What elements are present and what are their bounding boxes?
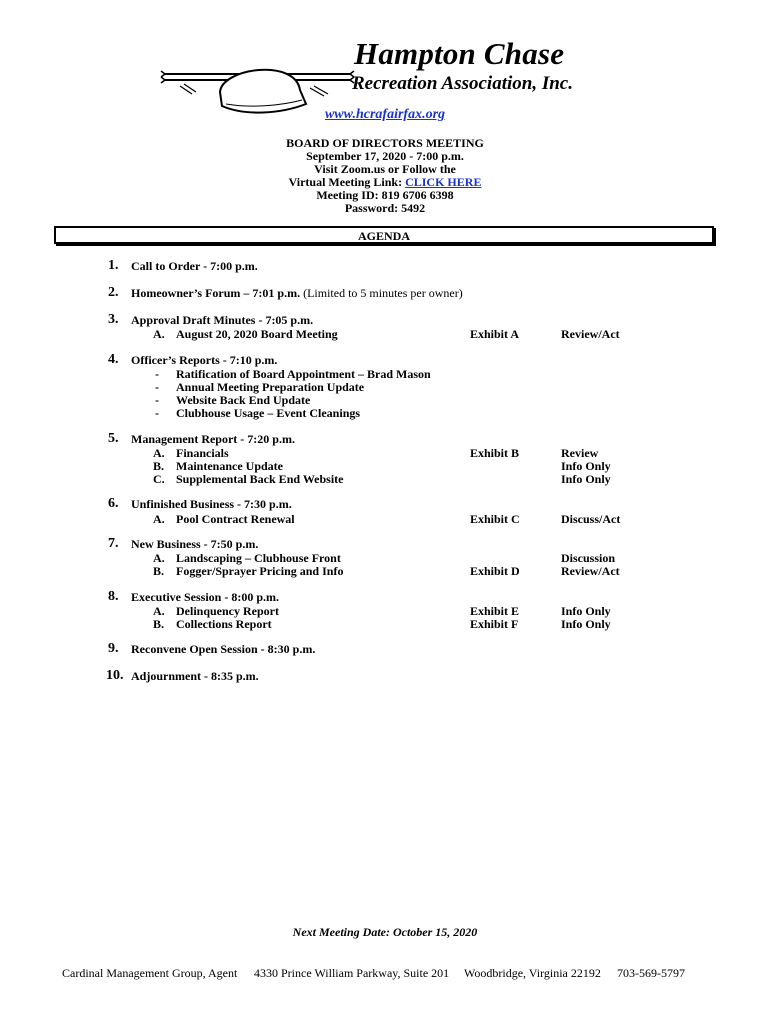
exhibit-label: Exhibit E [470, 604, 520, 618]
item-title: Adjournment - 8:35 p.m. [131, 669, 259, 683]
item-number: 10. [106, 668, 124, 683]
action-label: Info Only [561, 459, 611, 473]
item-number: 2. [108, 285, 119, 300]
item-title: Reconvene Open Session - 8:30 p.m. [131, 642, 316, 656]
footer-agent: Cardinal Management Group, Agent [62, 966, 238, 980]
sub-item: Financials [176, 446, 229, 460]
sub-item: Delinquency Report [176, 604, 279, 618]
exhibit-label: Exhibit C [470, 512, 520, 526]
action-label: Review/Act [561, 327, 620, 341]
item-number: 8. [108, 589, 119, 604]
agenda-header [54, 226, 714, 244]
action-label: Discuss/Act [561, 512, 621, 526]
sub-letter: A. [153, 327, 165, 341]
sub-letter: A. [153, 446, 165, 460]
item-number: 6. [108, 496, 119, 511]
item-number: 4. [108, 352, 119, 367]
sub-item: Ratification of Board Appointment – Brad Mason [176, 367, 431, 381]
meeting-title: BOARD OF DIRECTORS MEETING [286, 136, 484, 150]
action-label: Info Only [561, 472, 611, 486]
action-label: Review/Act [561, 564, 620, 578]
sub-letter: C. [153, 472, 165, 486]
action-label: Info Only [561, 604, 611, 618]
meeting-link-prefix: Virtual Meeting Link: [288, 175, 406, 189]
item-row [131, 287, 463, 300]
action-label: Review [561, 446, 599, 460]
item-note: (Limited to 5 minutes per owner) [300, 286, 463, 300]
sub-letter: A. [153, 604, 165, 618]
item-title: New Business - 7:50 p.m. [131, 537, 259, 551]
exhibit-label: Exhibit B [470, 446, 520, 460]
action-label: Info Only [561, 617, 611, 631]
sub-item: Annual Meeting Preparation Update [176, 380, 365, 394]
exhibit-label: Exhibit D [470, 564, 520, 578]
sub-letter: A. [153, 512, 165, 526]
item-number: 3. [108, 312, 119, 327]
meeting-password: Password: 5492 [344, 201, 426, 215]
sub-item: Landscaping – Clubhouse Front [176, 551, 341, 565]
sub-item: Maintenance Update [176, 459, 283, 473]
next-meeting-date: Next Meeting Date: October 15, 2020 [292, 925, 478, 939]
meeting-visit: Visit Zoom.us or Follow the [314, 162, 456, 176]
item-title: Unfinished Business - 7:30 p.m. [131, 497, 292, 511]
sub-item: August 20, 2020 Board Meeting [176, 327, 338, 341]
org-name: Hampton Chase [354, 36, 565, 71]
action-label: Discussion [561, 551, 616, 565]
sub-item: Collections Report [176, 617, 272, 631]
sub-item: Pool Contract Renewal [176, 512, 295, 526]
sub-letter: B. [153, 459, 165, 473]
bullet-dash: - [155, 380, 159, 394]
item-title: Executive Session - 8:00 p.m. [131, 590, 279, 604]
exhibit-label: Exhibit A [470, 327, 520, 341]
bullet-dash: - [155, 393, 159, 407]
sub-letter: A. [153, 551, 165, 565]
website-link[interactable]: www.hcrafairfax.org [324, 107, 446, 122]
item-title: Call to Order - 7:00 p.m. [131, 259, 258, 273]
meeting-id: Meeting ID: 819 6706 6398 [316, 188, 454, 202]
item-title: Homeowner’s Forum – 7:01 p.m. [131, 286, 301, 300]
sub-item: Website Back End Update [176, 393, 311, 407]
sub-item: Clubhouse Usage – Event Cleanings [176, 406, 361, 420]
bullet-dash: - [155, 367, 159, 381]
click-here-link[interactable]: CLICK HERE [405, 175, 482, 189]
item-number: 1. [108, 258, 119, 273]
footer-phone: 703-569-5797 [617, 966, 685, 980]
item-title: Approval Draft Minutes - 7:05 p.m. [131, 313, 314, 327]
item-number: 7. [108, 536, 119, 551]
agenda-label: AGENDA [357, 229, 410, 243]
bullet-dash: - [155, 406, 159, 420]
item-number: 9. [108, 641, 119, 656]
meeting-datetime: September 17, 2020 - 7:00 p.m. [306, 149, 464, 163]
org-subtitle: Recreation Association, Inc. [352, 73, 573, 94]
footer-city: Woodbridge, Virginia 22192 [464, 966, 601, 980]
item-number: 5. [108, 431, 119, 446]
sub-letter: B. [153, 617, 165, 631]
item-title: Management Report - 7:20 p.m. [131, 432, 295, 446]
sub-letter: B. [153, 564, 165, 578]
footer-address: 4330 Prince William Parkway, Suite 201 [254, 966, 450, 980]
exhibit-label: Exhibit F [470, 617, 519, 631]
item-title: Officer’s Reports - 7:10 p.m. [131, 353, 278, 367]
sub-item: Supplemental Back End Website [176, 472, 344, 486]
sub-item: Fogger/Sprayer Pricing and Info [176, 564, 344, 578]
